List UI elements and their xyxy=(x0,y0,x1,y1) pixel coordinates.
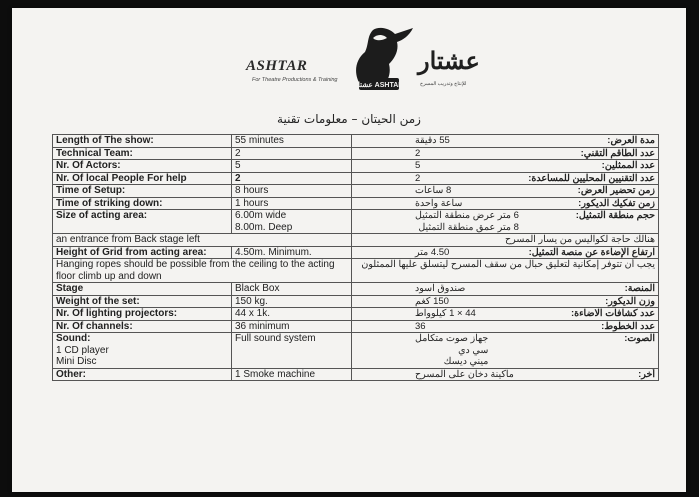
field-value-text: 6.00m wide xyxy=(235,210,287,221)
arabic-label: عدد الممثلين: xyxy=(601,160,655,171)
technical-info-table xyxy=(52,134,659,381)
arabic-label: عدد التقنيين المحليين للمساعدة: xyxy=(528,172,655,184)
table-row xyxy=(53,172,659,185)
note-cell-english: Hanging ropes should be possible from the ceiling to the acting floor climb up and down xyxy=(53,259,352,283)
page-title: زمن الحيتان – معلومات تقنية xyxy=(277,112,421,126)
field-sublabel: Mini Disc xyxy=(56,356,97,367)
arabic-value xyxy=(415,283,465,295)
field-value xyxy=(232,147,352,160)
field-value xyxy=(232,185,352,198)
arabic-value-text: 8 متر عمق منطقة التمثيل xyxy=(418,221,519,233)
arabic-label: زمن تفكيك الديكور: xyxy=(578,197,655,209)
field-value-text: 44 x 1k. xyxy=(235,308,271,319)
arabic-value-text: 8 ساعات xyxy=(415,185,452,196)
arabic-value xyxy=(415,321,426,333)
arabic-label: ارتفاع الإضاءة عن منصة التمثيل: xyxy=(528,246,655,258)
table-row xyxy=(53,320,659,333)
arabic-cell xyxy=(352,185,659,198)
arabic-label: عدد كشافات الاضاءة: xyxy=(570,308,655,319)
brand-tagline-arabic: للإنتاج وتدريب المسرح xyxy=(420,81,467,87)
arabic-label: عدد الخطوط: xyxy=(601,320,655,332)
arabic-value xyxy=(415,247,449,259)
arabic-cell xyxy=(352,308,659,321)
arabic-value-text: 150 كغم xyxy=(415,295,449,307)
field-value-text: Full sound system xyxy=(235,333,316,344)
field-value xyxy=(232,308,352,321)
arabic-value xyxy=(415,369,514,381)
arabic-value-text: 44 × 1 كيلوواط xyxy=(415,308,476,319)
table-row xyxy=(53,295,659,308)
field-label-text: Nr. Of Actors: xyxy=(56,160,121,171)
arabic-value xyxy=(415,210,519,233)
field-value-text: 4.50m. Minimum. xyxy=(235,246,312,258)
arabic-value-text: سي دي xyxy=(458,344,489,356)
field-label-text: Time of striking down: xyxy=(56,197,163,209)
arabic-value-text: 6 متر عرض منطقة التمثيل xyxy=(415,210,519,221)
table-row xyxy=(53,234,659,247)
field-value xyxy=(232,135,352,148)
note-cell-english: an entrance from Back stage left xyxy=(53,234,352,247)
arabic-cell xyxy=(352,210,659,234)
table-row xyxy=(53,308,659,321)
field-value xyxy=(232,172,352,185)
arabic-value xyxy=(415,296,449,308)
arabic-label: عدد الطاقم التقني: xyxy=(580,147,655,159)
arabic-label: المنصة: xyxy=(624,283,655,294)
brand-tagline-latin: For Theatre Productions & Training xyxy=(252,77,338,83)
arabic-value xyxy=(415,308,476,320)
field-label xyxy=(53,368,232,381)
arabic-cell xyxy=(352,295,659,308)
field-value-text: 5 xyxy=(235,160,241,171)
field-label xyxy=(53,185,232,198)
field-value xyxy=(232,368,352,381)
arabic-value xyxy=(415,135,450,147)
field-value-text: 2 xyxy=(235,147,241,159)
arabic-label: الصوت: xyxy=(624,333,655,344)
brand-name-arabic: عشتار xyxy=(418,46,480,75)
table-row xyxy=(53,246,659,259)
field-label xyxy=(53,210,232,234)
field-value-text: 55 minutes xyxy=(235,135,284,146)
field-value xyxy=(232,197,352,210)
arabic-value xyxy=(415,185,451,197)
arabic-cell xyxy=(352,246,659,259)
arabic-value-text: ساعة واحدة xyxy=(415,197,463,209)
field-label xyxy=(53,172,232,185)
field-label xyxy=(53,147,232,160)
field-value-text: 150 kg. xyxy=(235,295,268,307)
arabic-cell xyxy=(352,197,659,210)
arabic-cell xyxy=(352,333,659,369)
note-cell-arabic: هنالك حاجة لكواليس من يسار المسرح xyxy=(352,234,659,247)
field-label xyxy=(53,197,232,210)
table-row xyxy=(53,210,659,234)
arabic-label: أخر: xyxy=(638,368,655,380)
arabic-value xyxy=(415,160,420,172)
field-value-text: 2 xyxy=(235,172,241,184)
emblem-text: عشتار ASHTAR xyxy=(354,82,404,89)
arabic-cell xyxy=(352,135,659,148)
arabic-cell xyxy=(352,368,659,381)
table-row xyxy=(53,368,659,381)
arabic-value-text: ميني ديسك xyxy=(443,356,489,367)
field-label xyxy=(53,295,232,308)
field-label-text: Stage xyxy=(56,283,84,294)
field-value-text: 1 hours xyxy=(235,197,269,209)
arabic-value-text: 4.50 متر xyxy=(415,246,450,258)
arabic-label: حجم منطقة التمثيل: xyxy=(575,210,655,221)
field-label-text: Other: xyxy=(56,368,86,380)
table-row xyxy=(53,259,659,283)
table-row xyxy=(53,333,659,369)
arabic-value-text: جهاز صوت متكامل xyxy=(415,333,489,344)
field-value xyxy=(232,210,352,234)
arabic-value xyxy=(415,333,488,368)
arabic-value-text: ماكينة دخان على المسرح xyxy=(415,368,514,380)
field-label-text: Nr. Of channels: xyxy=(56,320,133,332)
field-value xyxy=(232,283,352,296)
arabic-value-text: 2 xyxy=(415,147,421,159)
field-label-text: Weight of the set: xyxy=(56,295,140,307)
field-value-text: 8 hours xyxy=(235,185,269,196)
field-label-text: Length of The show: xyxy=(56,135,154,146)
arabic-value xyxy=(415,173,420,185)
ashtar-logo xyxy=(240,24,500,102)
table-row xyxy=(53,147,659,160)
arabic-cell xyxy=(352,283,659,296)
note-cell-arabic: يجب أن تتوفر إمكانية لتعليق حبال من سقف المسرح ليتسلق عليها الممثلون xyxy=(352,259,659,283)
field-label-text: Technical Team: xyxy=(56,147,133,159)
arabic-value-text: 55 دقيقة xyxy=(415,135,450,146)
arabic-label: مدة العرض: xyxy=(607,135,655,146)
table-row xyxy=(53,197,659,210)
arabic-value-text: 36 xyxy=(415,320,426,332)
table-row xyxy=(53,160,659,173)
field-value xyxy=(232,295,352,308)
field-label-text: Time of Setup: xyxy=(56,185,126,196)
field-sublabel: 1 CD player xyxy=(56,344,109,356)
field-label xyxy=(53,333,232,369)
document-page xyxy=(12,8,686,492)
field-label xyxy=(53,283,232,296)
field-label xyxy=(53,246,232,259)
field-label-text: Nr. Of local People For help xyxy=(56,172,187,184)
field-value xyxy=(232,320,352,333)
arabic-value xyxy=(415,148,420,160)
field-label xyxy=(53,308,232,321)
field-label-text: Size of acting area: xyxy=(56,210,148,221)
arabic-cell xyxy=(352,160,659,173)
field-label-text: Nr. Of lighting projectors: xyxy=(56,308,178,319)
arabic-value-text: صندوق اسود xyxy=(415,283,466,294)
table-row xyxy=(53,135,659,148)
field-label-text: Height of Grid from acting area: xyxy=(56,246,207,258)
field-value-text: 8.00m. Deep xyxy=(235,221,293,233)
ashtar-emblem-icon xyxy=(343,24,415,94)
field-label xyxy=(53,160,232,173)
arabic-label: وزن الديكور: xyxy=(605,295,655,307)
arabic-value xyxy=(415,198,462,210)
arabic-value-text: 5 xyxy=(415,160,421,171)
arabic-cell xyxy=(352,320,659,333)
arabic-cell xyxy=(352,172,659,185)
field-label-text: Sound: xyxy=(56,333,91,344)
field-value xyxy=(232,333,352,369)
field-value-text: 1 Smoke machine xyxy=(235,368,316,380)
field-value-text: Black Box xyxy=(235,283,280,294)
field-value xyxy=(232,246,352,259)
field-value xyxy=(232,160,352,173)
table-row xyxy=(53,283,659,296)
arabic-label: زمن تحضير العرض: xyxy=(577,185,655,196)
arabic-cell xyxy=(352,147,659,160)
field-label xyxy=(53,320,232,333)
field-value-text: 36 minimum xyxy=(235,320,290,332)
table-row xyxy=(53,185,659,198)
field-label xyxy=(53,135,232,148)
brand-name-latin: ASHTAR xyxy=(246,58,308,74)
arabic-value-text: 2 xyxy=(415,172,421,184)
